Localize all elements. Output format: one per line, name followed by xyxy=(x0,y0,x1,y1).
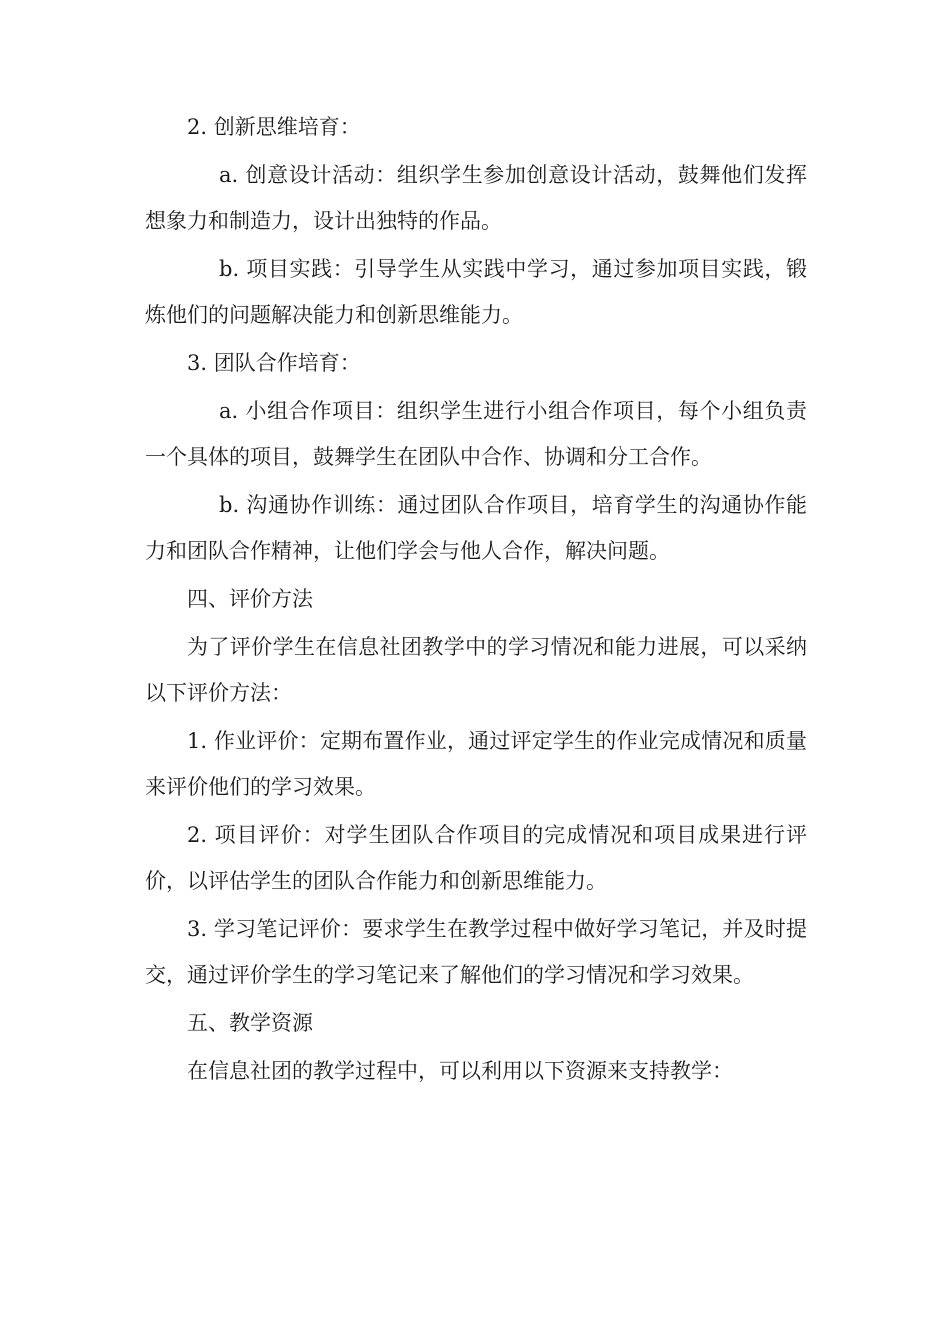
sub-item-project-practice: b. 项目实践：引导学生从实践中学习，通过参加项目实践，锻炼他们的问题解决能力和创新思维能力。 xyxy=(145,257,807,327)
list-item-project-evaluation: 2. 项目评价：对学生团队合作项目的完成情况和项目成果进行评价，以评估学生的团队合作能力和创新思维能力。 xyxy=(145,823,807,893)
document-body xyxy=(145,104,807,1096)
list-item-notes-evaluation: 3. 学习笔记评价：要求学生在教学过程中做好学习笔记，并及时提交，通过评价学生的学习笔记来了解他们的学习情况和学习效果。 xyxy=(145,917,807,987)
list-item-teamwork-heading: 3. 团队合作培育： xyxy=(187,351,361,375)
sub-item-group-project: a. 小组合作项目：组织学生进行小组合作项目，每个小组负责一个具体的项目，鼓舞学生在团队中合作、协调和分工合作。 xyxy=(145,399,807,469)
paragraph-evaluation-intro: 为了评价学生在信息社团教学中的学习情况和能力进展，可以采纳以下评价方法： xyxy=(145,635,807,705)
section-heading-evaluation: 四、评价方法 xyxy=(187,587,313,611)
list-item-innovation-heading: 2. 创新思维培育： xyxy=(187,115,361,139)
paragraph-resources-intro: 在信息社团的教学过程中，可以利用以下资源来支持教学： xyxy=(187,1059,733,1083)
sub-item-creative-design: a. 创意设计活动：组织学生参加创意设计活动，鼓舞他们发挥想象力和制造力，设计出独特的作品。 xyxy=(145,163,807,233)
section-heading-resources: 五、教学资源 xyxy=(187,1011,313,1035)
list-item-homework-evaluation: 1. 作业评价：定期布置作业，通过评定学生的作业完成情况和质量来评价他们的学习效果。 xyxy=(145,729,807,799)
sub-item-communication-training: b. 沟通协作训练：通过团队合作项目，培育学生的沟通协作能力和团队合作精神，让他们学会与他人合作，解决问题。 xyxy=(145,493,807,563)
